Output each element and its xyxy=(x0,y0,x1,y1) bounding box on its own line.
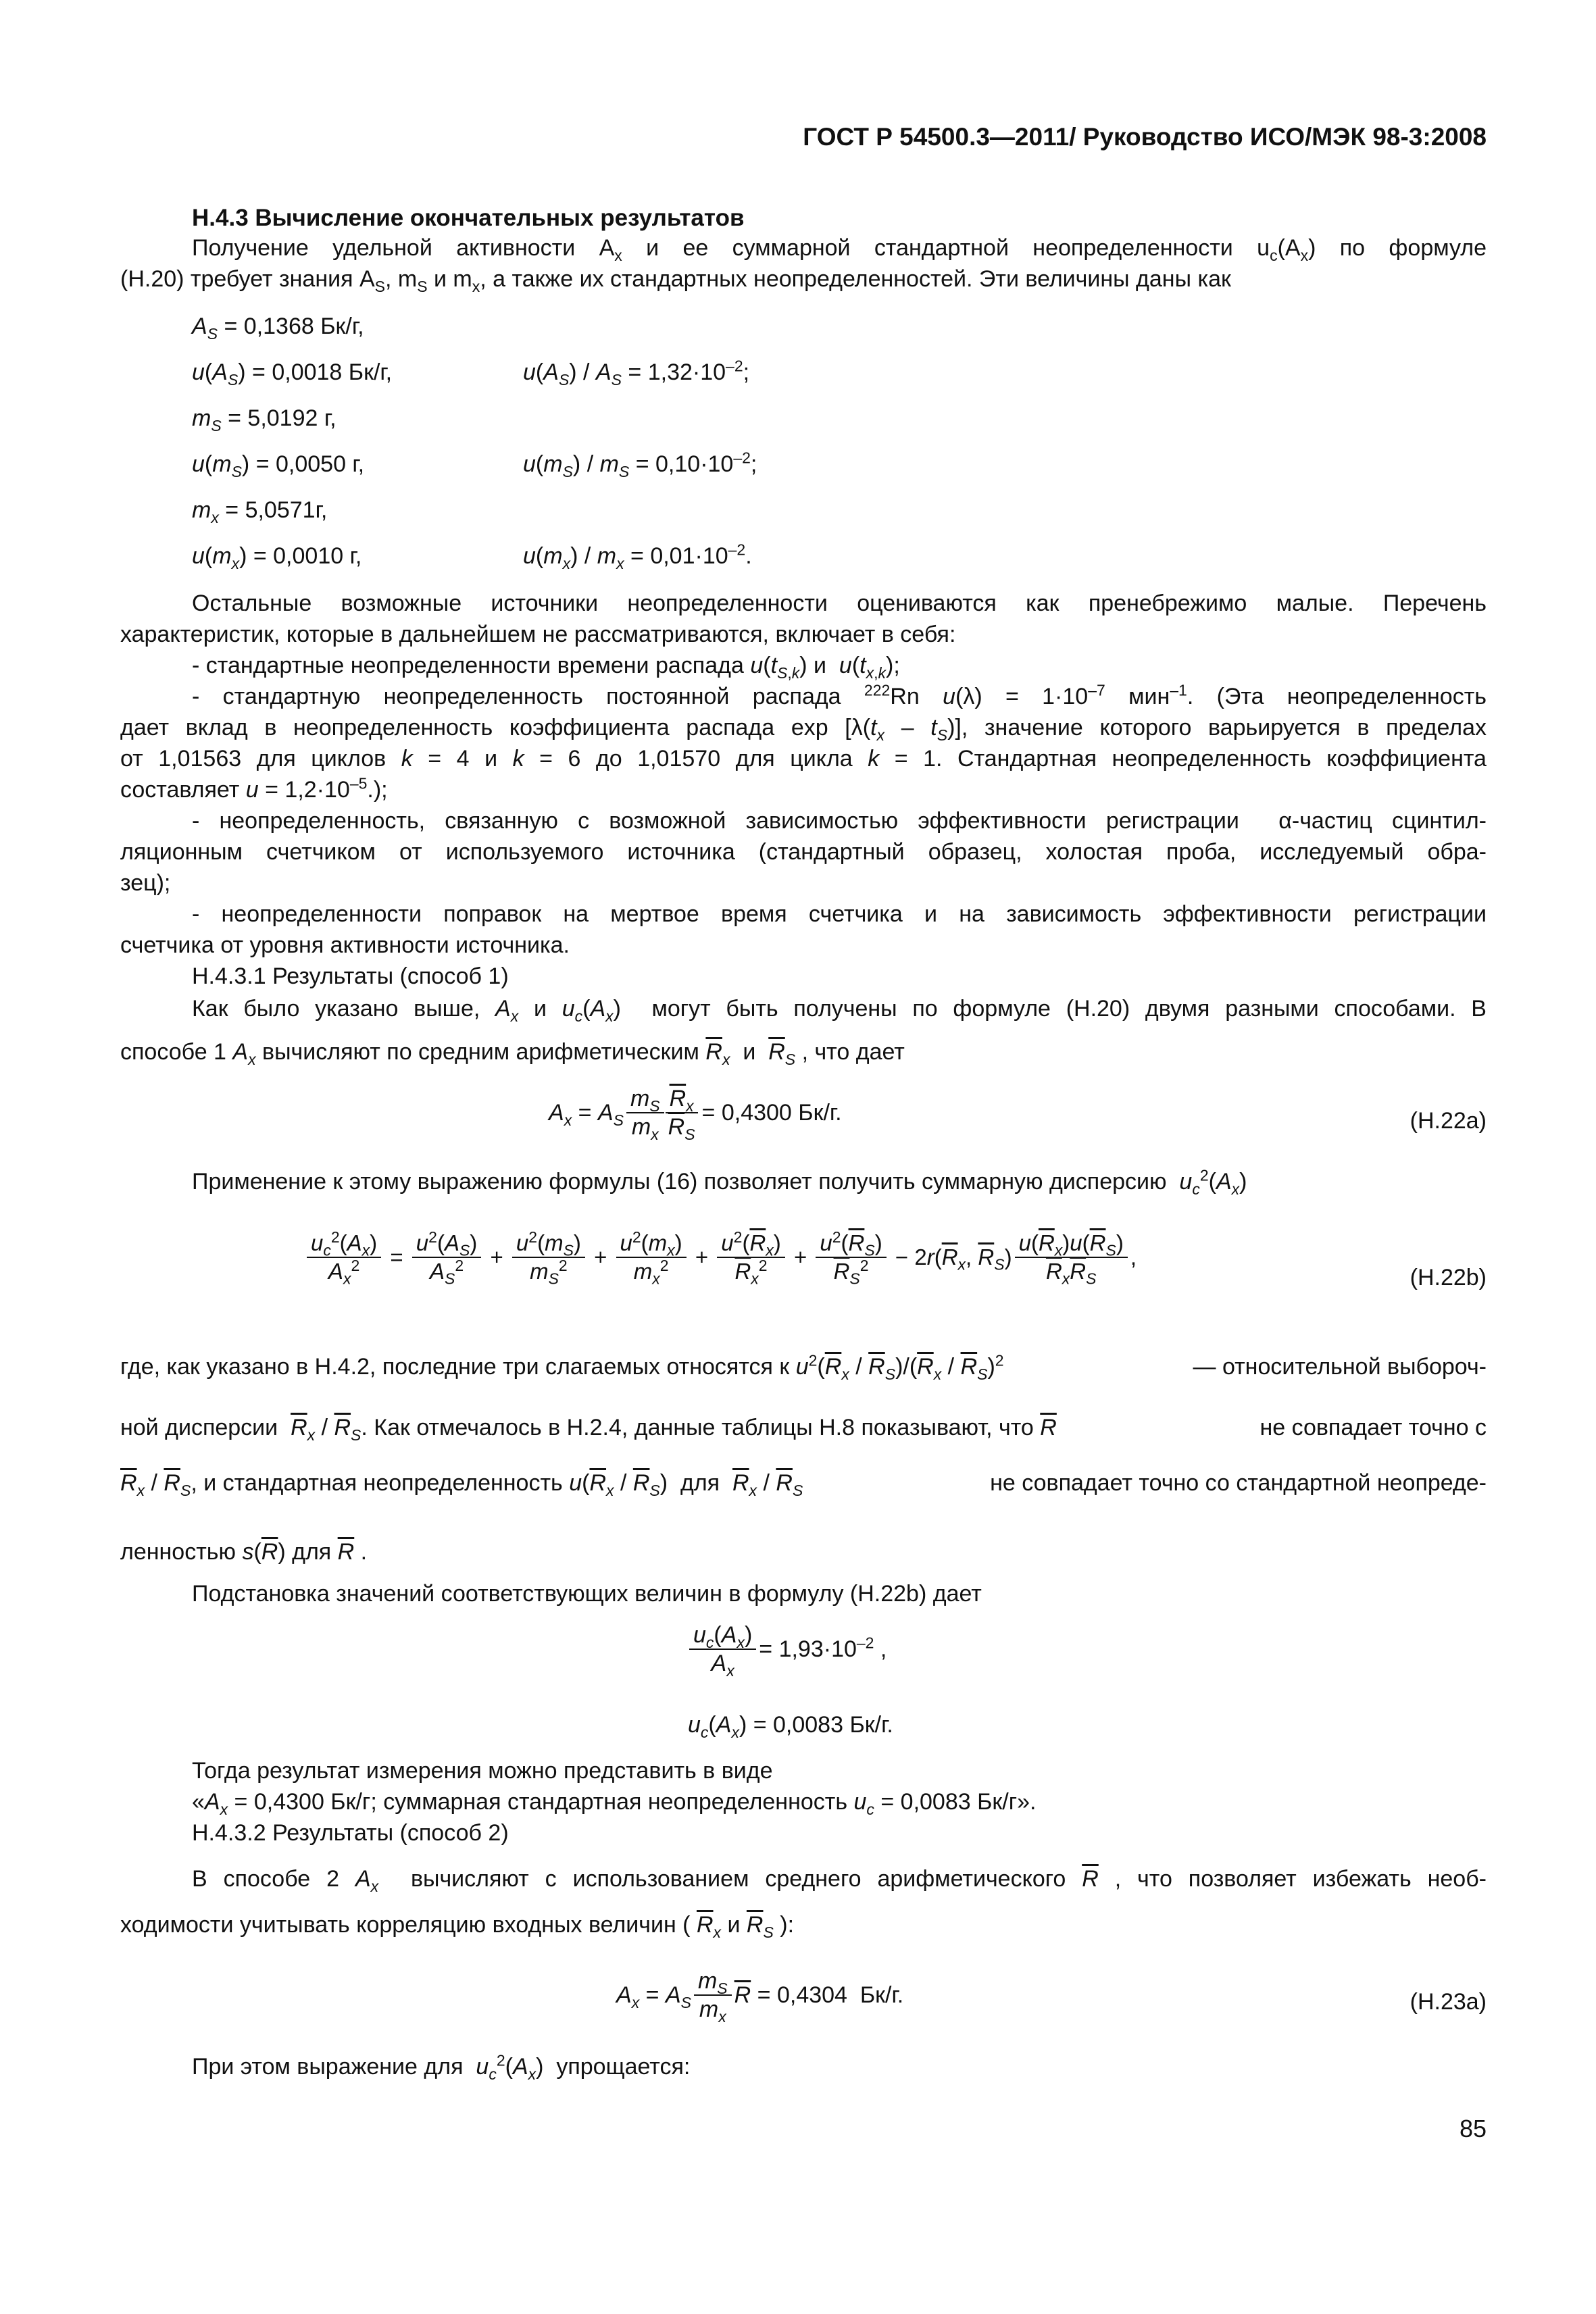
apply-text: Применение к этому выражению формулы (16) позволяет получить суммарную дисперсию $u_c^2(A_x)$ xyxy=(192,1166,1247,1198)
intro-line-1: Получение удельной активности $A_x$ и ее суммарной стандартной неопределенности $u_c(A_x)$ по формуле xyxy=(192,235,1487,264)
value-right: $u(m_S) / m_S = 0,10\cdot 10^{-2}$; xyxy=(523,449,757,480)
bullet-2-line-1: - стандартную неопределенность постоянной распада $^{222}$Rn $u(\lambda) = 1\cdot 10^{-7}$ мин$^{-1}$. (Эта неопределенность xyxy=(192,681,1487,709)
intro-line-2: (Н.20) требует знания $A_S$, $m_S$ и $m_x$, а также их стандартных неопределенностей. Эти величины даны как xyxy=(120,266,1231,295)
subsection-1-para-1: Как было указано выше, $A_x$ и $u_c(A_x)$ могут быть получены по формуле (Н.20) двумя разными способами. В xyxy=(192,996,1487,1025)
value-left: $m_S = 5,0192$ г, xyxy=(192,405,336,434)
bullet-2-line-2: дает вклад в неопределенность коэффициента распада $\exp [\lambda(t_x - t_S)]$, значение которого варьируется в пределах xyxy=(120,715,1487,744)
subsection-1-para-2: способе 1 $A_x$ вычисляют по средним арифметическим $\overline{R}_x$ и $\overline{R}_S$ , что дает xyxy=(120,1039,905,1068)
value-left: $u(A_S) = 0,0018$ Бк/г, xyxy=(192,359,393,388)
value-left: $A_S = 0,1368$ Бк/г, xyxy=(192,313,364,343)
value-right: $u(A_S) / A_S = 1,32\cdot 10^{-2}$; xyxy=(523,357,750,388)
bullet-4-line-2: счетчика от уровня активности источника. xyxy=(120,932,570,958)
substitution-text: Подстановка значений соответствующих величин в формулу (Н.22b) дает xyxy=(192,1581,982,1607)
value-left: $m_x = 5,0571г$, xyxy=(192,497,328,526)
equation-h22a-label: (Н.22а) xyxy=(1410,1108,1487,1134)
subsection-2-para-2: ходимости учитывать корреляцию входных величин ( $\overline{R}_x$ и $\overline{R}_S$ ): xyxy=(120,1912,795,1941)
bullet-4-line-1: - неопределенности поправок на мертвое время счетчика и на зависимость эффективности регистрации xyxy=(192,901,1487,927)
simplify-text: При этом выражение для $u_c^2(A_x)$ упрощается: xyxy=(192,2051,691,2083)
ratio-value: = $1,93\cdot 10^{-2}$ , xyxy=(759,1634,887,1662)
para-other-2: характеристик, которые в дальнейшем не рассматриваются, включает в себя: xyxy=(120,622,956,647)
document-header: ГОСТ Р 54500.3—2011/ Руководство ИСО/МЭК 98-3:2008 xyxy=(803,123,1487,151)
equation-ratio: $\frac{u_c(A_x)}{A_x}$ = $1,93\cdot 10^{-2}$ , xyxy=(687,1621,887,1677)
value-right: $u(m_x) / m_x = 0,01\cdot 10^{-2}$. xyxy=(523,540,752,572)
equation-h22b: $\frac{u_c^2(A_x)}{A_x^2}$ = $\frac{u^2(A_S)}{A_S^2}$ + $\frac{u^2(m_S)}{m_S^2}$ + $\frac{u^2(m_x)}{m_x^2}$ + $\frac{u^2(\overline{R}_x)}{\overline{R}_x^2}$ + $\frac{u^2(\overline{R}_S)}{\overline{R}_S^2}$ − $2r(\overline{R}_x$, $\overline{R}_S$) $\frac{u(\overline{R}_x)u(\overline{R}_S)}{\overline{R}_x\overline{R}_S}$ , xyxy=(304,1230,1137,1285)
equation-h23a: $A_x = A_S$ $\frac{m_S}{m_x}$ $\overline{R}$ = 0,4304 Бк/г. xyxy=(616,1968,904,2026)
equation-h22a: $A_x = A_S$ $\frac{m_S}{m_x}$ $\frac{\overline{R}_x}{\overline{R}_S}$ = 0,4300 Бк/г. xyxy=(549,1086,842,1143)
subsection-2-para-1: В способе 2 $A_x$ вычисляют с использованием среднего арифметического $\overline{R}$ , что позволяет избежать необ- xyxy=(192,1866,1487,1895)
uc-value: $u_c(A_x) = 0,0083$ Бк/г. xyxy=(688,1712,893,1741)
where-line-4: ленностью $s(\overline{R})$ для $\overline{R}$ . xyxy=(120,1539,368,1565)
equation-h22a-value: = 0,4300 Бк/г. xyxy=(701,1099,842,1126)
bullet-2-line-3: от 1,01563 для циклов k = 4 и k = 6 до 1,01570 для цикла k = 1. Стандартная неопределенность коэффициента xyxy=(120,746,1487,772)
equation-h22b-label: (Н.22b) xyxy=(1410,1265,1487,1290)
page-number: 85 xyxy=(1459,2115,1487,2142)
where-line-3: $\overline{R}_x / \overline{R}_S$, и стандартная неопределенность $u(\overline{R}_x / \overline{R}_S)$ для $\overline{R}_x / \overline{R}_S$ не совпадает точно со стандартной неопреде- xyxy=(120,1470,1487,1499)
bullet-3-line-1: - неопределенность, связанную с возможной зависимостью эффективности регистрации α-частиц сцинтил- xyxy=(192,808,1487,834)
value-left: $u(m_S) = 0,0050$ г, xyxy=(192,451,365,480)
bullet-3-line-2: ляционным счетчиком от используемого источника (стандартный образец, холостая проба, исследуемый обра- xyxy=(120,839,1487,865)
bullet-3-line-3: зец); xyxy=(120,870,171,896)
bullet-1: - стандартные неопределенности времени распада $u(t_{S,k})$ и $u(t_{x,k})$; xyxy=(192,653,900,682)
subsection-1-title: Н.4.3.1 Результаты (способ 1) xyxy=(192,963,509,989)
subsection-2-title: Н.4.3.2 Результаты (способ 2) xyxy=(192,1820,509,1846)
where-line-1: где, как указано в Н.4.2, последние три слагаемых относятся к $u^2(\overline{R}_x / \overline{R}_S)/(\overline{R}_x / \overline{R}_S)^2$ — относительной выбороч- xyxy=(120,1351,1487,1383)
equation-h23a-label: (Н.23а) xyxy=(1410,1989,1487,2015)
value-left: $u(m_x) = 0,0010$ г, xyxy=(192,543,362,572)
where-line-2: ной дисперсии $\overline{R}_x / \overline{R}_S$. Как отмечалось в Н.2.4, данные таблицы Н.8 показывают, что $\overline{R}$ не совпадает точно с xyxy=(120,1415,1487,1444)
para-other-1: Остальные возможные источники неопределенности оцениваются как пренебрежимо малые. Перечень xyxy=(192,590,1487,616)
bullet-2-line-4: составляет $u = 1,2\cdot 10^{-5}$.); xyxy=(120,774,388,803)
section-title: Н.4.3 Вычисление окончательных результатов xyxy=(192,205,745,231)
result-intro: Тогда результат измерения можно представить в виде xyxy=(192,1758,773,1784)
result-quote: «$A_x = 0,4300$ Бк/г; суммарная стандартная неопределенность $u_c = 0,0083$ Бк/г». xyxy=(192,1789,1037,1818)
equation-h23a-value: = 0,4304 Бк/г. xyxy=(757,1982,904,2008)
